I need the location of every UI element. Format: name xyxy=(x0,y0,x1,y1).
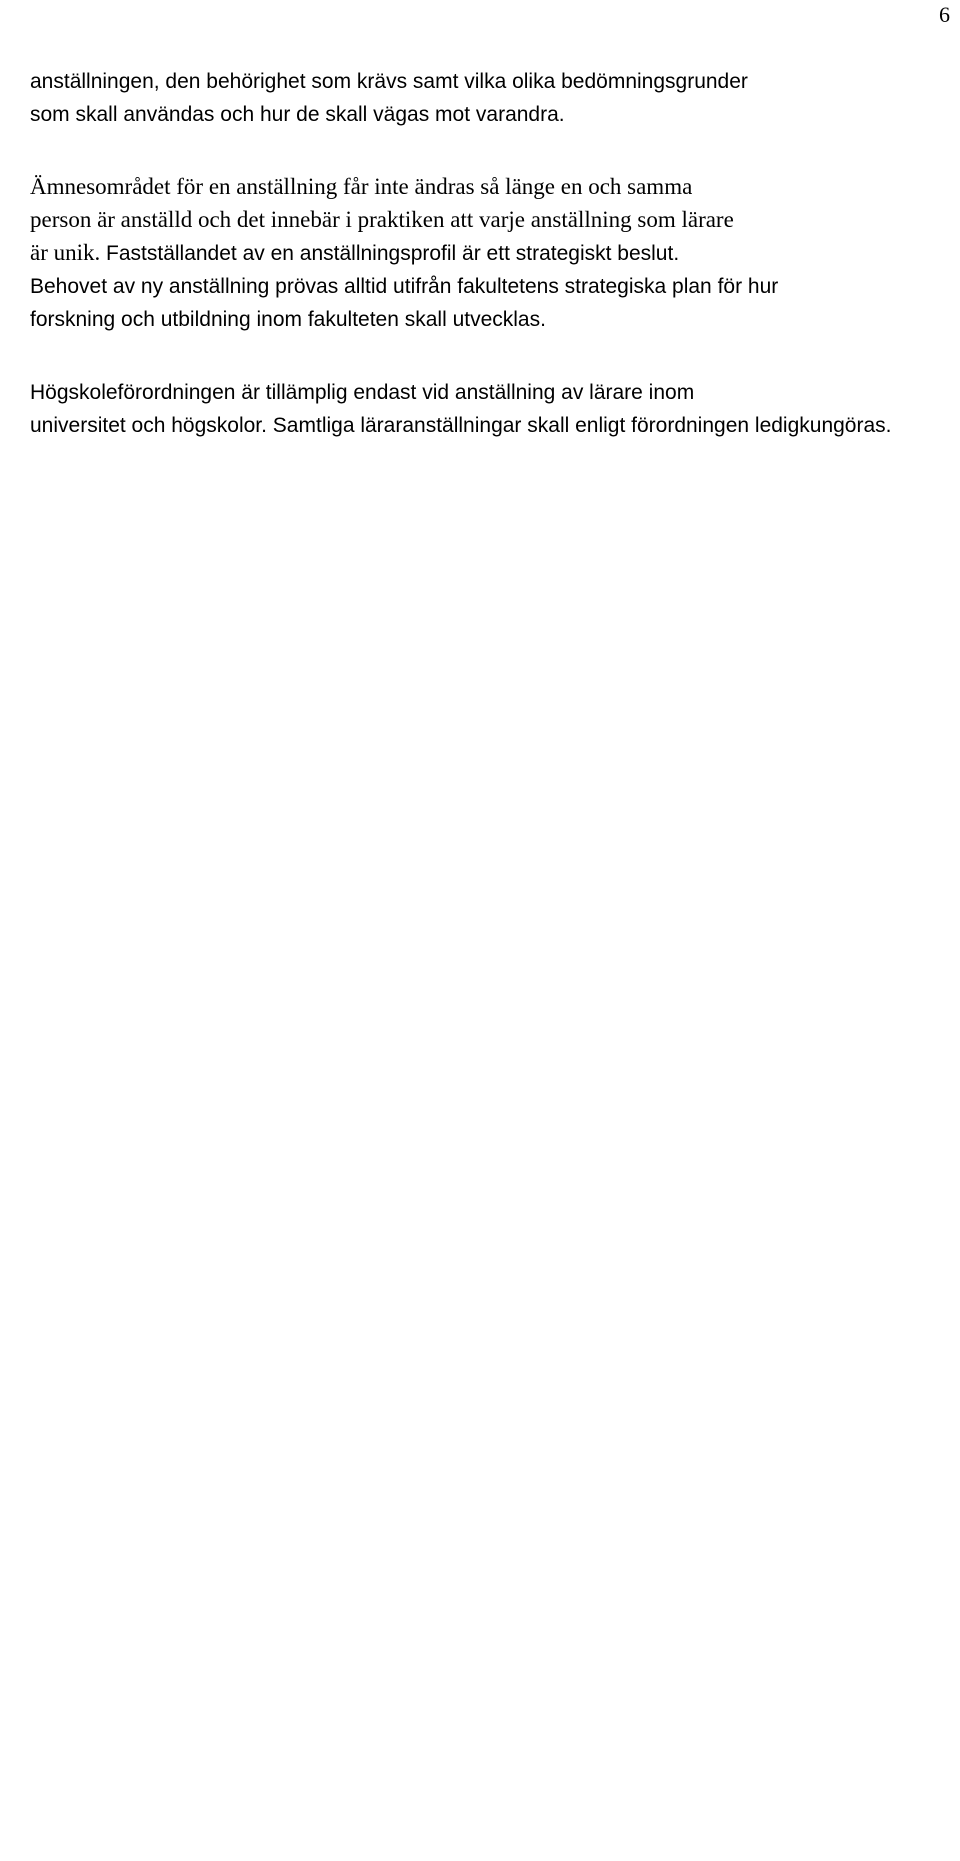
paragraph-gap xyxy=(30,335,945,375)
text-line xyxy=(30,97,945,130)
text-run: forskning och utbildning inom fakulteten skall utvecklas. xyxy=(30,308,546,331)
text-line xyxy=(30,64,945,97)
paragraph-gap xyxy=(30,130,945,170)
text-run: Högskoleförordningen är tillämplig endast vid anställning av lärare inom xyxy=(30,381,695,404)
text-run: Ämnesområdet för en anställning får inte ändras så länge en och samma xyxy=(30,174,693,199)
text-run: Fastställandet av en anställningsprofil är ett strategiskt beslut. xyxy=(106,242,680,265)
text-run: universitet och högskolor. Samtliga läraranställningar skall enligt förordningen ledigkungöras. xyxy=(30,414,892,437)
text-run: anställningen, den behörighet som krävs samt vilka olika bedömningsgrunder xyxy=(30,70,748,93)
text-line xyxy=(30,302,945,335)
text-line xyxy=(30,408,945,441)
text-line xyxy=(30,375,945,408)
text-run: som skall användas och hur de skall vägas mot varandra. xyxy=(30,103,565,126)
text-run: är unik. xyxy=(30,240,107,265)
text-line xyxy=(30,236,945,269)
text-run: Behovet av ny anställning prövas alltid utifrån fakultetens strategiska plan för hur xyxy=(30,275,779,298)
text-line xyxy=(30,269,945,302)
text-run: person är anställd och det innebär i praktiken att varje anställning som lärare xyxy=(30,207,734,232)
text-line xyxy=(30,170,945,203)
body-text xyxy=(30,64,945,441)
text-line xyxy=(30,203,945,236)
page-number: 6 xyxy=(939,2,950,27)
